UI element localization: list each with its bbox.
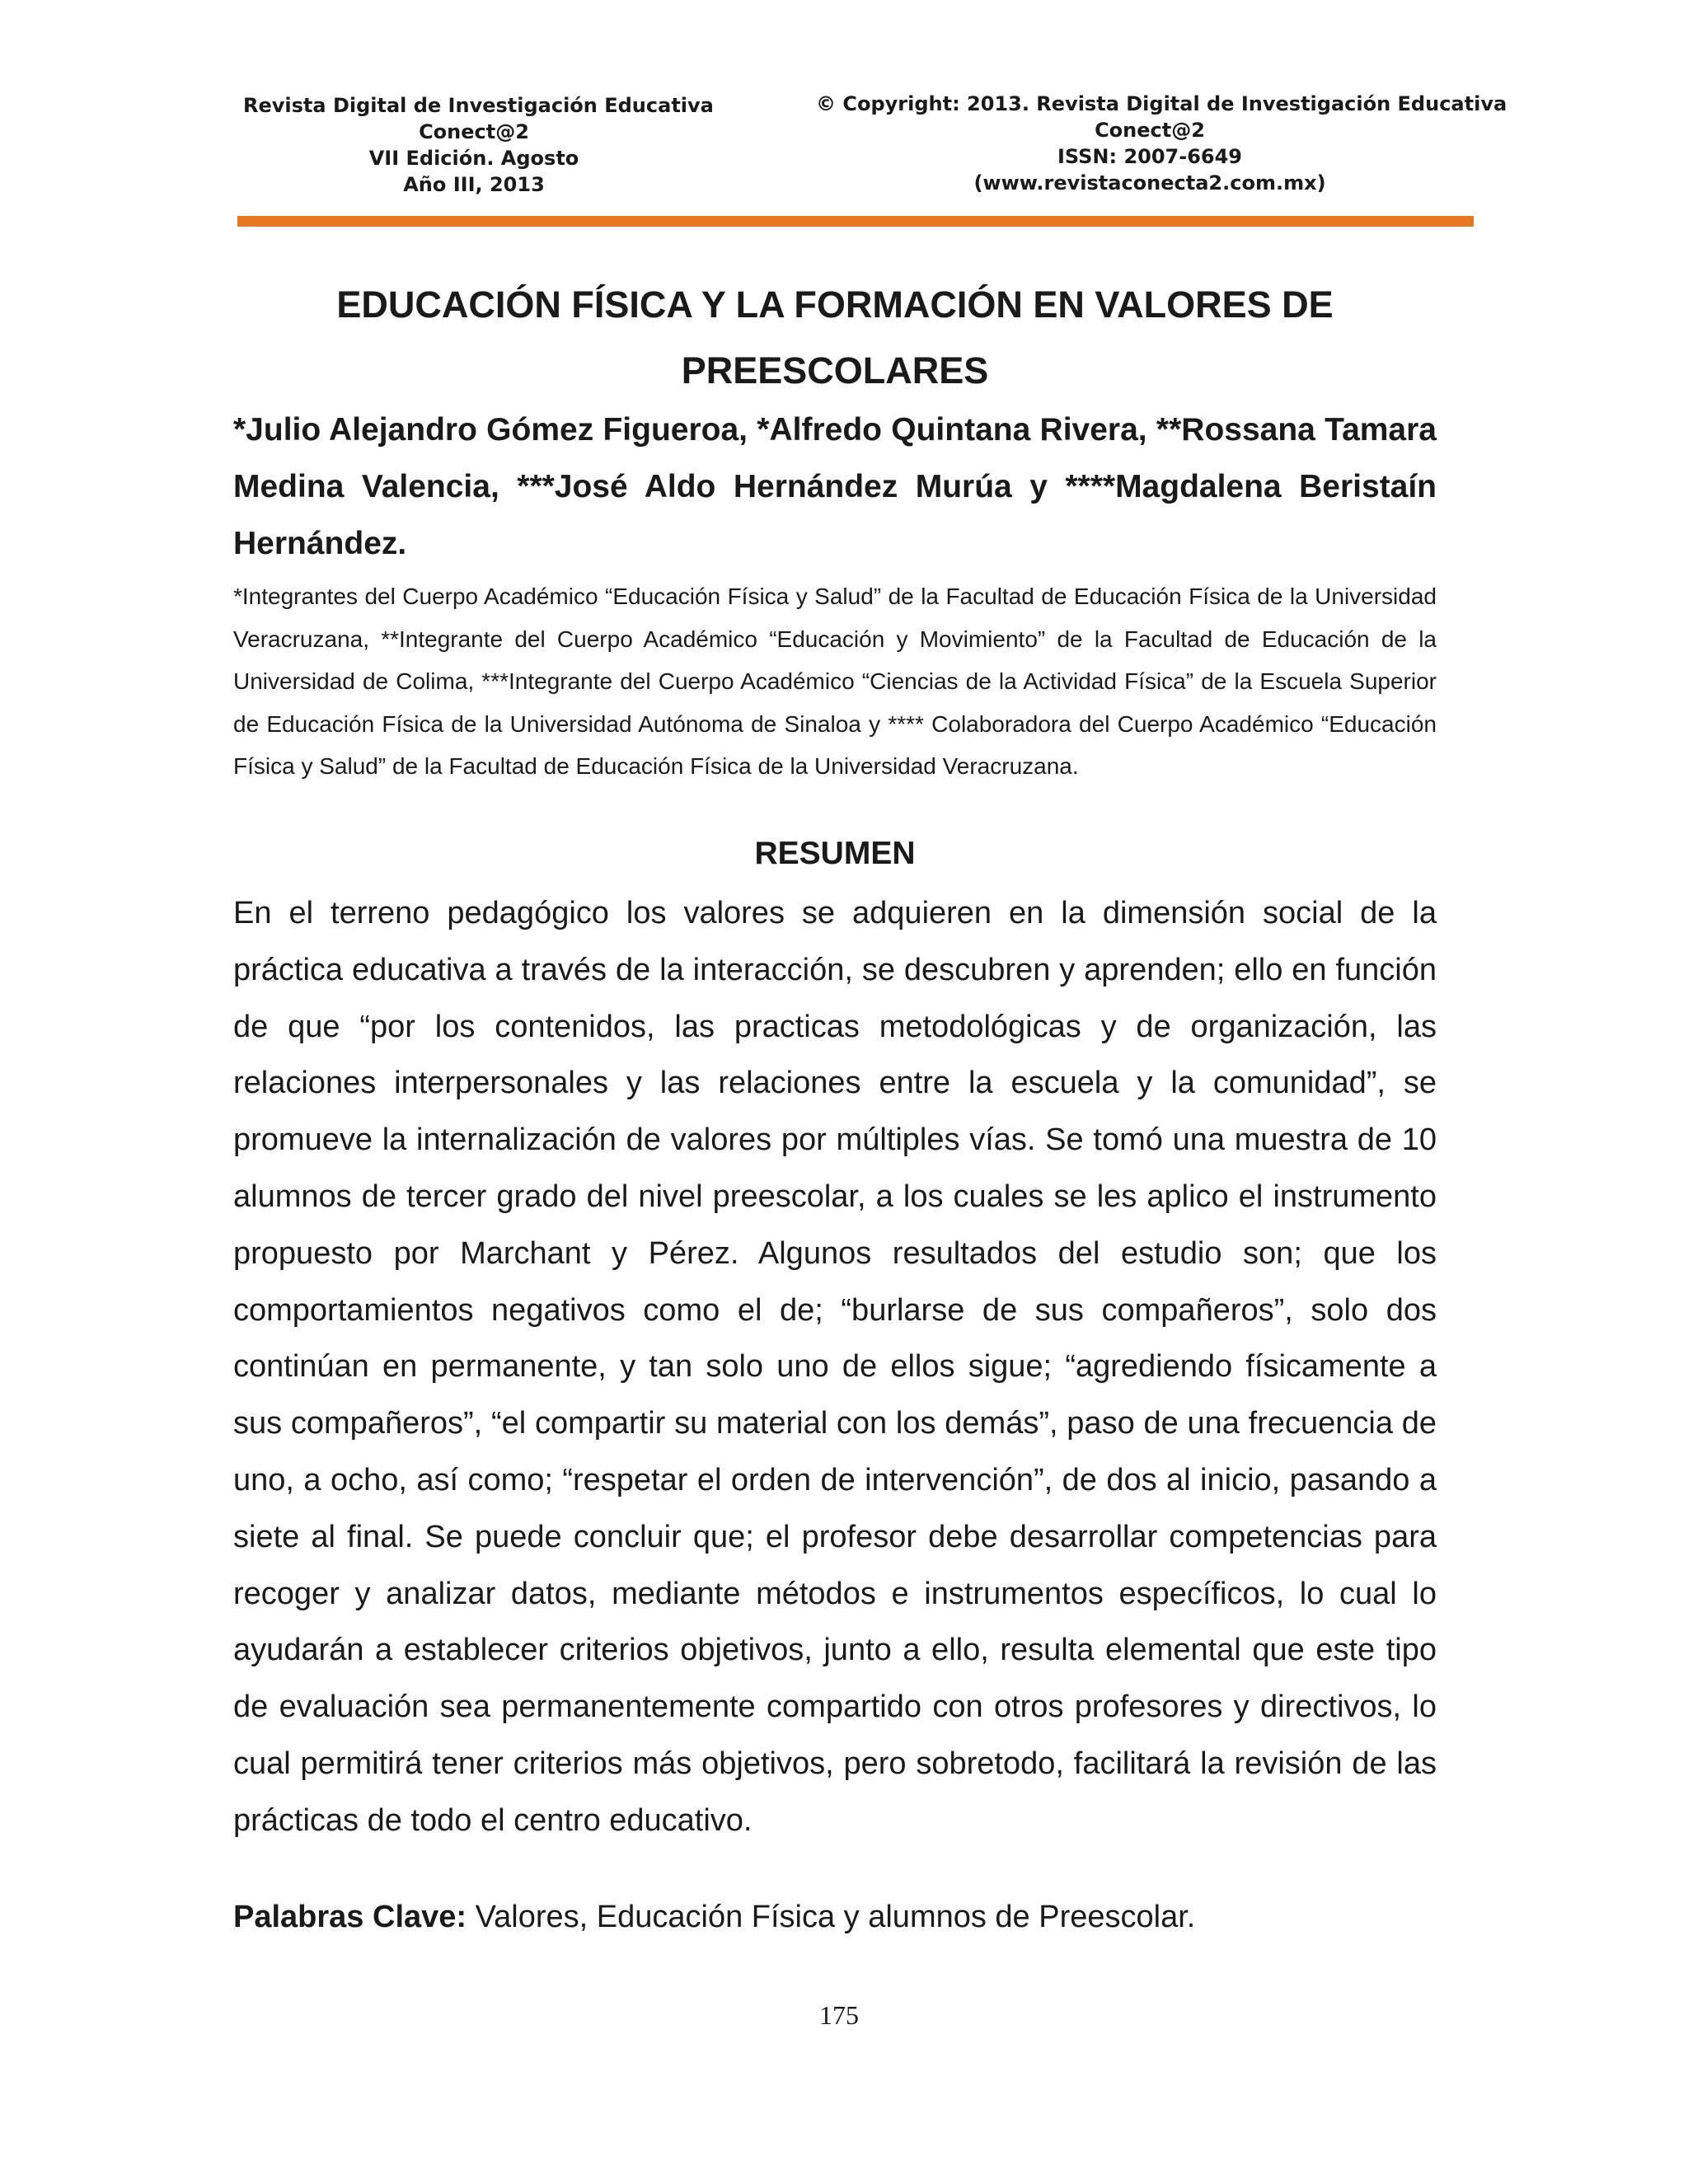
journal-website: (www.revistaconecta2.com.mx) — [973, 171, 1326, 194]
article-authors: *Julio Alejandro Gómez Figueroa, *Alfredo Quintana Rivera, **Rossana Tamara Medina Valencia, ***José Aldo Hernández Murúa y ****Magdalena Beristaín Hernández. — [233, 412, 1437, 561]
article-title: EDUCACIÓN FÍSICA Y LA FORMACIÓN EN VALORES DE PREESCOLARES — [336, 284, 1334, 391]
copyright-line: © Copyright: 2013. Revista Digital de Investigación Educativa — [816, 92, 1507, 115]
journal-short-name: Conect@2 — [419, 120, 529, 143]
copyright-journal-short-name: Conect@2 — [1095, 119, 1205, 142]
page-number: 175 — [819, 2000, 859, 2030]
header-divider — [237, 216, 1474, 227]
keywords — [233, 1889, 1437, 1945]
journal-year: Año III, 2013 — [403, 173, 545, 196]
abstract-heading: RESUMEN — [754, 836, 916, 871]
journal-info-header — [243, 92, 714, 198]
issn: ISSN: 2007-6649 — [1057, 145, 1242, 168]
abstract-text: En el terreno pedagógico los valores se adquieren en la dimensión social de la práctica educativa a través de la interacción, se descubren y aprenden; ello en función de que “por los contenidos, las practicas metodológicas y de organización, las relaciones interpersonales y las relaciones entre la escuela y la comunidad”, se promueve la internalización de valores por múltiples vías. Se tomó una muestra de 10 alumnos de tercer grado del nivel preescolar, a los cuales se les aplico el instrumento propuesto por Marchant y Pérez. Algunos resultados del estudio son; que los comportamientos negativos como el de; “burlarse de sus compañeros”, solo dos continúan en permanente, y tan solo uno de ellos sigue; “agrediendo físicamente a sus compañeros”, “el compartir su material con los demás”, paso de una frecuencia de uno, a ocho, así como; “respetar el orden de intervención”, de dos al inicio, pasando a siete al final. Se puede concluir que; el profesor debe desarrollar competencias para recoger y analizar datos, mediante métodos e instrumentos específicos, lo cual lo ayudarán a establecer criterios objetivos, junto a ello, resulta elemental que este tipo de evaluación sea permanentemente compartido con otros profesores y directivos, lo cual permitirá tener criterios más objetivos, pero sobretodo, facilitará la revisión de las prácticas de todo el centro educativo. — [233, 896, 1437, 1838]
journal-edition: VII Edición. Agosto — [368, 147, 579, 170]
keywords-label: Palabras Clave: — [233, 1900, 467, 1934]
journal-name: Revista Digital de Investigación Educativa — [243, 94, 714, 117]
keywords-list: Valores, Educación Física y alumnos de Preescolar. — [467, 1900, 1196, 1934]
author-affiliations: *Integrantes del Cuerpo Académico “Educación Física y Salud” de la Facultad de Educación Física de la Universidad Veracruzana, **Integrante del Cuerpo Académico “Educación y Movimiento” de la Facultad de Educación de la Universidad de Colima, ***Integrante del Cuerpo Académico “Ciencias de la Actividad Física” de la Escuela Superior de Educación Física de la Universidad Autónoma de Sinaloa y **** Colaboradora del Cuerpo Académico “Educación Física y Salud” de la Facultad de Educación Física de la Universidad Veracruzana. — [233, 583, 1437, 779]
copyright-header — [816, 91, 1507, 196]
